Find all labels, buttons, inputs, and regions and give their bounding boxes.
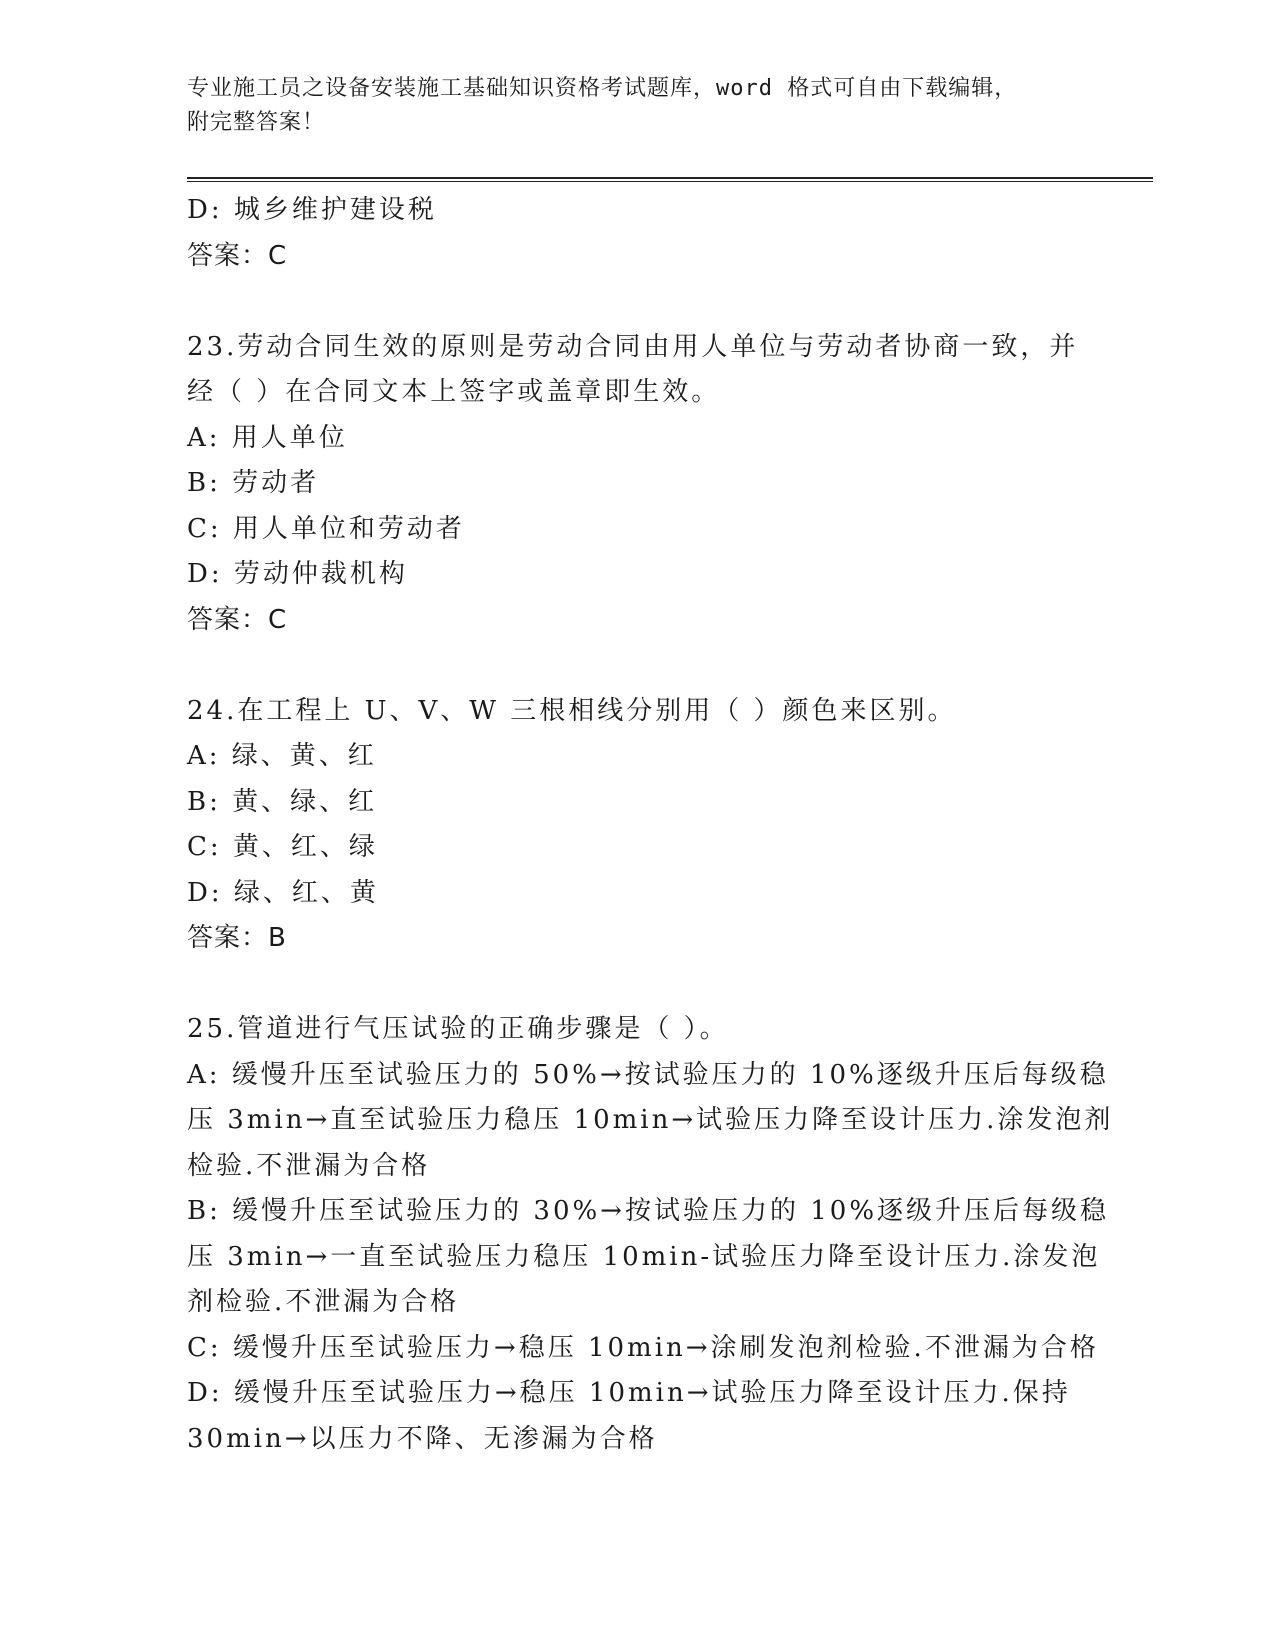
q23-option-d: D: 劳动仲裁机构 bbox=[187, 559, 408, 589]
q25-option-d-line-1: D: 缓慢升压至试验压力→稳压 10min→试验压力降至设计压力.保持 bbox=[187, 1378, 1071, 1408]
header-line-2: 附完整答案！ bbox=[187, 110, 326, 135]
q25-option-a-line-3: 检验.不泄漏为合格 bbox=[187, 1150, 431, 1181]
question-content bbox=[187, 188, 1114, 1462]
spacer bbox=[187, 643, 1087, 689]
q25-stem: 25.管道进行气压试验的正确步骤是（ ）。 bbox=[187, 1014, 729, 1044]
q23-stem-line-2: 经（ ）在合同文本上签字或盖章即生效。 bbox=[187, 377, 721, 407]
q25-option-a-line-2: 压 3min→直至试验压力稳压 10min→试验压力降至设计压力.涂发泡剂 bbox=[187, 1105, 1114, 1135]
prev-option-d: D: 城乡维护建设税 bbox=[187, 195, 437, 225]
q23-stem-line-1: 23.劳动合同生效的原则是劳动合同由用人单位与劳动者协商一致，并 bbox=[187, 331, 1079, 362]
page-header bbox=[187, 72, 1087, 140]
q25-option-b-line-3: 剂检验.不泄漏为合格 bbox=[187, 1287, 460, 1317]
spacer bbox=[187, 279, 1087, 325]
q24-option-a: A: 绿、黄、红 bbox=[187, 741, 377, 771]
header-line-1: 专业施工员之设备安装施工基础知识资格考试题库，word 格式可自由下载编辑， bbox=[187, 76, 1018, 101]
q24-stem: 24.在工程上 U、V、W 三根相线分别用（ ）颜色来区别。 bbox=[187, 695, 957, 726]
q25-option-b-line-1: B: 缓慢升压至试验压力的 30%→按试验压力的 10%逐级升压后每级稳 bbox=[187, 1196, 1110, 1226]
q23-option-a: A: 用人单位 bbox=[187, 422, 348, 453]
header-divider bbox=[187, 177, 1153, 182]
q23-answer: 答案：C bbox=[187, 604, 288, 635]
q25-option-c: C: 缓慢升压至试验压力→稳压 10min→涂刷发泡剂检验.不泄漏为合格 bbox=[187, 1332, 1099, 1363]
q25-option-a-line-1: A: 缓慢升压至试验压力的 50%→按试验压力的 10%逐级升压后每级稳 bbox=[187, 1059, 1109, 1090]
q24-option-d: D: 绿、红、黄 bbox=[187, 877, 379, 908]
q23-option-c: C: 用人单位和劳动者 bbox=[187, 513, 465, 544]
q24-option-c: C: 黄、红、绿 bbox=[187, 832, 378, 862]
q24-answer: 答案：B bbox=[187, 923, 287, 953]
prev-answer: 答案：C bbox=[187, 240, 288, 271]
spacer bbox=[187, 962, 1087, 1008]
q23-option-b: B: 劳动者 bbox=[187, 468, 320, 498]
q24-option-b: B: 黄、绿、红 bbox=[187, 786, 378, 817]
q25-option-b-line-2: 压 3min→一直至试验压力稳压 10min-试验压力降至设计压力.涂发泡 bbox=[187, 1241, 1101, 1272]
q25-option-d-line-2: 30min→以压力不降、无渗漏为合格 bbox=[187, 1423, 658, 1454]
